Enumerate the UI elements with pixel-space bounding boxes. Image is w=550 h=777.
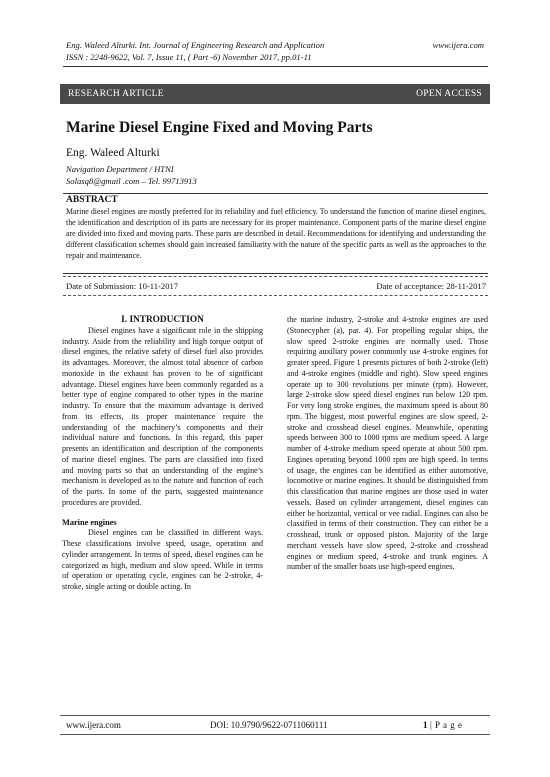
marine-engines-paragraph: Diesel engines can be classified in different ways. These classifications involve speed, usage, operation and cylinder arrangement. In terms of speed, diesel engines can be categorized as high, medium and slow speed. While in terms of operation or operating cycle, engines can be 2-stroke, 4-stroke, single acting or double acting. In bbox=[62, 528, 263, 591]
footer-url[interactable]: www.ijera.com bbox=[66, 720, 121, 730]
page-label: | P a g e bbox=[430, 720, 463, 730]
research-article-label: RESEARCH ARTICLE bbox=[68, 89, 164, 99]
abstract-text: Marine diesel engines are mostly preferred for its reliability and fuel efficiency. To understand the function of marine diesel engines, the identification and description of its parts are necessary for its proper maintenance. Component parts of the marine diesel engine are divided into fixed and moving parts. These parts are described in detail. Recommendations for identifying and understanding the different classification schemes should gain increased familiarity with the nature of the specific parts as well as the approaches to the repair and maintenance. bbox=[66, 207, 486, 260]
acceptance-date: Date of acceptance: 28-11-2017 bbox=[376, 281, 486, 291]
author-name: Eng. Waleed Alturki bbox=[66, 147, 160, 159]
open-access-label: OPEN ACCESS bbox=[416, 89, 482, 99]
marine-engines-heading: Marine engines bbox=[62, 517, 117, 527]
dashed-divider bbox=[63, 295, 488, 296]
author-affiliation: Navigation Department / HTNI bbox=[66, 164, 174, 174]
page-number: 1 bbox=[423, 720, 428, 730]
right-column bbox=[287, 315, 488, 573]
paper-title: Marine Diesel Engine Fixed and Moving Parts bbox=[66, 119, 373, 136]
footer-rule bbox=[60, 715, 490, 716]
body-paragraph: the marine industry, 2-stroke and 4-stroke engines are used (Stonecypher (a), par. 4). For propelling regular ships, the slow speed 2-stroke engines are normally used. Those requiring auxiliary power commonly use 4-stroke engines for greater speed. Figure 1 presents pictures of both 2-stroke (left) and 4-stroke engines (middle and right). Slow speed engines operate up to 300 revolutions per minute (rpm). However, large 2-stroke slow speed diesel engines run below 120 rpm. For very long stroke engines, the maximum speed is about 80 rpm. The biggest, most powerful engines are slow speed, 2-stroke and crosshead diesel engines. Meanwhile, operating speeds between 300 to 1000 rpms are medium speed. A large number of 4-stroke medium speed operate at about 500 rpm. Engines operating beyond 1000 rpm are high speed. In terms of usage, the engines can be identified as either automotive, locomotive or marine engines. It should be distinguished from this classification that marine engines are those used in water vessels. Based on cylinder arrangement, diesel engines can either be horizontal, vertical or vee radial. Engines can also be classified in terms of their construction. They can either be a crosshead, trunk or opposed piston. Majority of the large merchant vessels have slow speed, 2-stroke and crosshead engines or medium speed, 4-stroke and trunk engines. A number of the smaller boats use high-speed engines. bbox=[287, 315, 488, 572]
issn-line: ISSN : 2248-9622, Vol. 7, Issue 11, ( Part -6) November 2017, pp.01-11 bbox=[66, 52, 312, 62]
footer-bottom-rule bbox=[60, 734, 490, 735]
left-column bbox=[62, 315, 263, 593]
header-rule bbox=[63, 66, 488, 67]
abstract-heading: ABSTRACT bbox=[66, 195, 118, 205]
introduction-heading: I. INTRODUCTION bbox=[121, 315, 204, 325]
author-contact: Solasq8@gmail .com – Tel. 99713913 bbox=[66, 176, 197, 186]
introduction-paragraph: Diesel engines have a significant role in the shipping industry. Aside from the reliability and high torque output of diesel engines, the relative safety of diesel fuel also provides its advantages. Moreover, the almost total absence of carbon monoxide in the exhaust has proven to be of significant advantage. Diesel engines have been commonly regarded as a better type of engine compared to other types in the marine industry. To ensure that the maximum advantage is derived from its effects, its proper maintenance require the understanding of the machinery’s components and their individual nature and functions. In this regard, this paper presents an identification and description of the components of marine diesel engines. The parts are classified into fixed and moving parts so that an understanding of the engine’s mechanism is developed as to the nature and function of each of the parts. In some of the parts, suggested maintenance procedures are provided. bbox=[62, 325, 263, 507]
submission-date: Date of Submission: 10-11-2017 bbox=[66, 281, 179, 291]
article-type-banner bbox=[60, 84, 490, 104]
journal-citation: Eng. Waleed Alturki. Int. Journal of Engineering Research and Application bbox=[66, 40, 325, 50]
journal-url[interactable]: www.ijera.com bbox=[432, 40, 484, 50]
dashed-divider bbox=[63, 276, 488, 277]
footer-doi[interactable]: DOI: 10.9790/9622-0711060111 bbox=[210, 720, 328, 730]
